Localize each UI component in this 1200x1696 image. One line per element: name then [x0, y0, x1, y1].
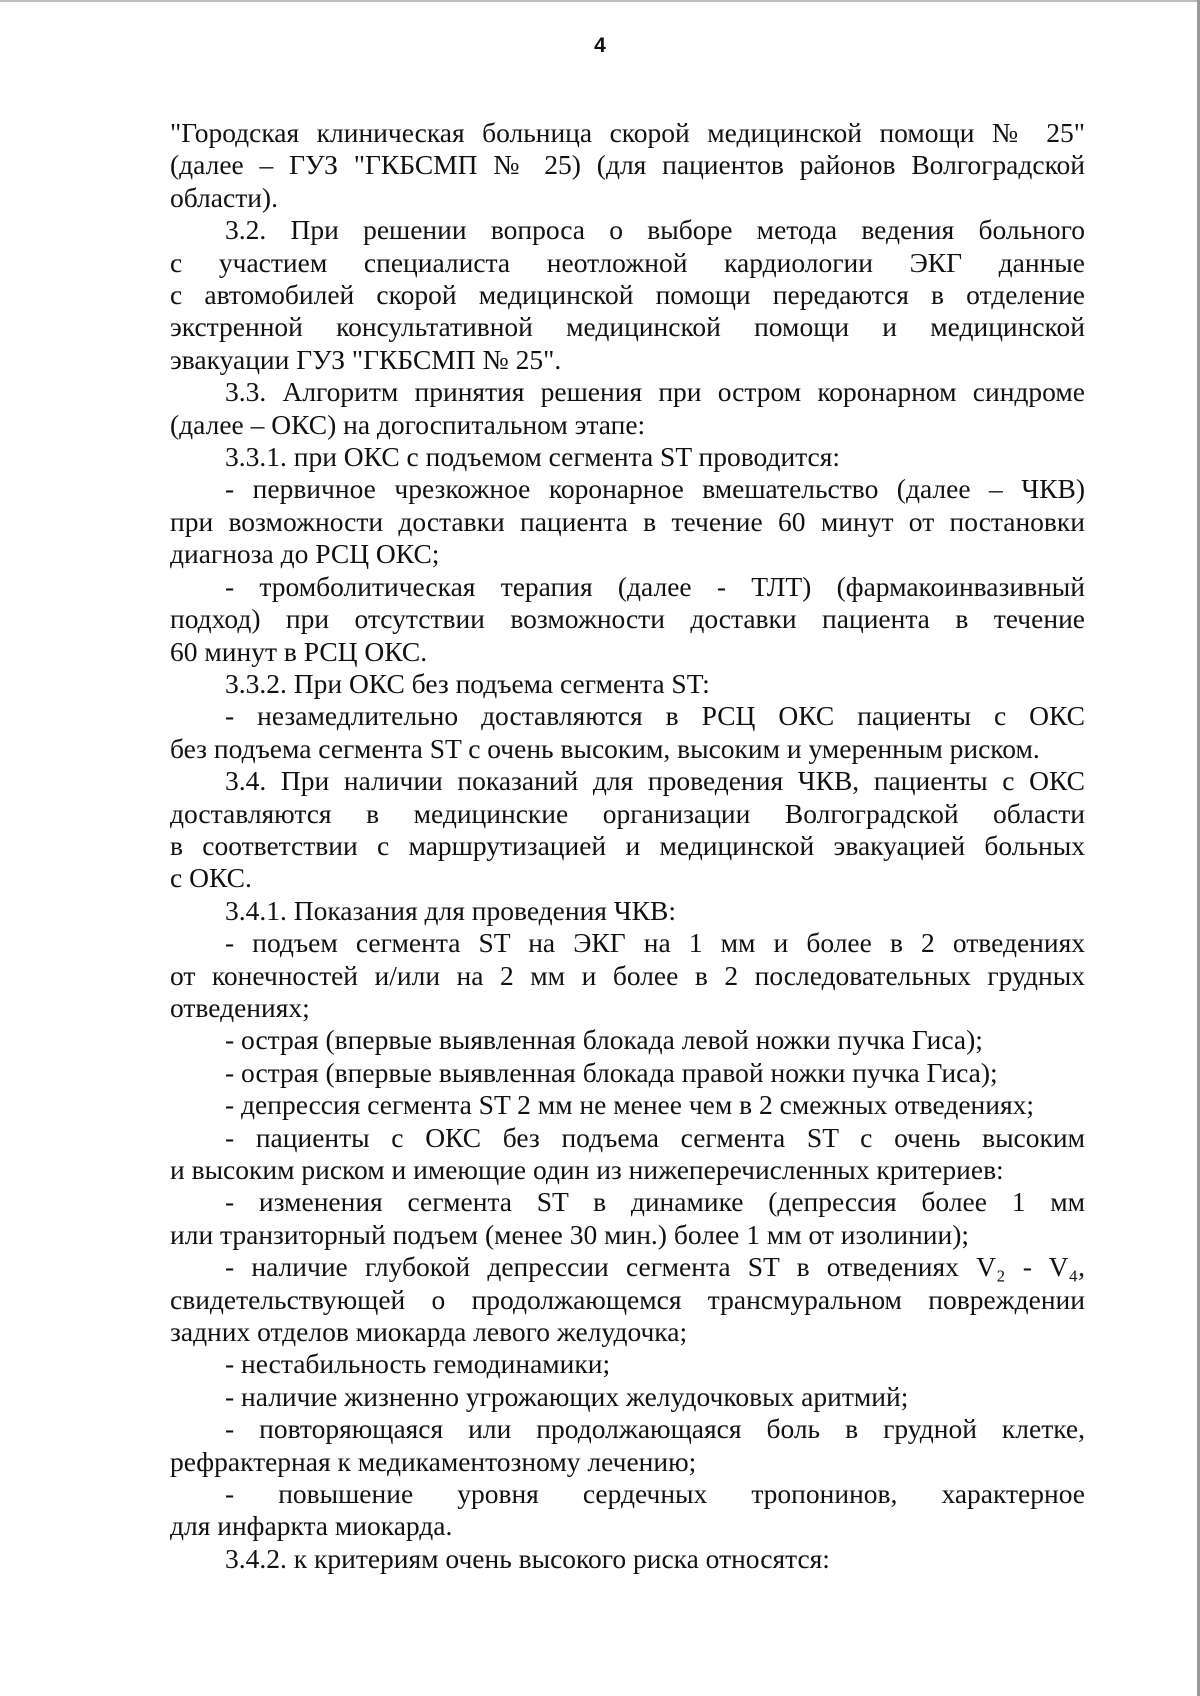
text-line: 60 минут в РСЦ ОКС. [170, 635, 428, 667]
text-line: для инфаркта миокарда. [170, 1510, 453, 1542]
paragraph [170, 376, 1085, 441]
text-line: свидетельствующей о продолжающемся трансмуральном повреждении [170, 1283, 1085, 1315]
text-line: доставляются в медицинские организации Волгоградской области [170, 797, 1085, 829]
page-number: 4 [594, 34, 606, 57]
text-line: - подъем сегмента ST на ЭКГ на 1 мм и более в 2 отведениях [225, 927, 1085, 959]
paragraph [170, 1543, 1085, 1575]
text-line: диагноза до РСЦ ОКС; [170, 538, 440, 570]
text-line: - повышение уровня сердечных тропонинов, характерное [225, 1478, 1085, 1510]
document-body [170, 117, 1085, 1575]
text-line: "Городская клиническая больница скорой медицинской помощи № 25" [170, 117, 1085, 148]
text-line: без подъема сегмента ST с очень высоким, высоким и умеренным риском. [170, 732, 1040, 764]
text-line: с автомобилей скорой медицинской помощи передаются в отделение [170, 279, 1085, 311]
text-line: рефрактерная к медикаментозному лечению; [170, 1445, 697, 1477]
text-line: экстренной консультативной медицинской помощи и медицинской [170, 311, 1085, 343]
text-line: от конечностей и/или на 2 мм и более в 2 последовательных грудных [170, 959, 1085, 991]
text-line: 3.3.1. при ОКС с подъемом сегмента ST проводится: [225, 441, 841, 473]
text-line: отведениях; [170, 991, 310, 1023]
text-line: - депрессия сегмента ST 2 мм не менее чем в 2 смежных отведениях; [225, 1089, 1035, 1121]
text-line: - пациенты с ОКС без подъема сегмента ST с очень высоким [225, 1121, 1085, 1153]
text-line: - изменения сегмента ST в динамике (депрессия более 1 мм [225, 1186, 1085, 1218]
paragraph [170, 571, 1085, 668]
text-line: - острая (впервые выявленная блокада правой ножки пучка Гиса); [225, 1056, 998, 1088]
text-line: - нестабильность гемодинамики; [225, 1348, 611, 1380]
paragraph [170, 473, 1085, 570]
text-line: с ОКС. [170, 862, 252, 894]
text-line: - повторяющаяся или продолжающаяся боль в грудной клетке, [225, 1413, 1085, 1445]
paragraph [170, 1186, 1085, 1251]
paragraph [170, 1057, 1085, 1089]
paragraph [170, 1122, 1085, 1187]
text-line: с участием специалиста неотложной кардиологии ЭКГ данные [170, 246, 1085, 278]
paragraph [170, 765, 1085, 895]
paragraph [170, 117, 1085, 214]
paragraph [170, 1024, 1085, 1056]
paragraph [170, 441, 1085, 473]
text-line: (далее – ГУЗ "ГКБСМП № 25) (для пациентов районов Волгоградской [170, 149, 1085, 181]
text-line: - первичное чрезкожное коронарное вмешательство (далее – ЧКВ) [225, 473, 1085, 505]
text-line: при возможности доставки пациента в течение 60 минут от постановки [170, 505, 1085, 537]
text-line: - наличие глубокой депрессии сегмента ST в отведениях V₂ - V₄, [225, 1251, 1085, 1283]
paragraph [170, 1381, 1085, 1413]
page-edge-top [0, 0, 1200, 2]
text-line: (далее – ОКС) на догоспитальном этапе: [170, 408, 646, 440]
paragraph [170, 895, 1085, 927]
paragraph [170, 1478, 1085, 1543]
text-line: 3.4.2. к критериям очень высокого риска относятся: [225, 1542, 830, 1574]
text-line: подход) при отсутствии возможности доставки пациента в течение [170, 603, 1085, 635]
text-line: области). [170, 181, 278, 213]
text-line: в соответствии с маршрутизацией и медицинской эвакуацией больных [170, 829, 1085, 861]
text-line: или транзиторный подъем (менее 30 мин.) более 1 мм от изолинии); [170, 1218, 970, 1250]
text-line: 3.3.2. При ОКС без подъема сегмента ST: [225, 667, 710, 699]
paragraph [170, 1413, 1085, 1478]
text-line: - наличие жизненно угрожающих желудочковых аритмий; [225, 1380, 909, 1412]
text-line: задних отделов миокарда левого желудочка; [170, 1316, 688, 1348]
text-line: 3.4.1. Показания для проведения ЧКВ: [225, 894, 677, 926]
text-line: - незамедлительно доставляются в РСЦ ОКС пациенты с ОКС [225, 700, 1085, 732]
text-line: 3.3. Алгоритм принятия решения при остром коронарном синдроме [225, 376, 1085, 408]
text-line: 3.4. При наличии показаний для проведения ЧКВ, пациенты с ОКС [225, 765, 1085, 797]
paragraph [170, 1251, 1085, 1348]
text-line: эвакуации ГУЗ "ГКБСМП № 25". [170, 343, 562, 375]
text-line: - тромболитическая терапия (далее - ТЛТ) (фармакоинвазивный [225, 570, 1085, 602]
text-line: и высоким риском и имеющие один из нижеперечисленных критериев: [170, 1154, 1004, 1185]
paragraph [170, 927, 1085, 1024]
paragraph [170, 1089, 1085, 1121]
paragraph [170, 214, 1085, 376]
paragraph [170, 1348, 1085, 1380]
text-line: - острая (впервые выявленная блокада левой ножки пучка Гиса); [225, 1024, 983, 1056]
paragraph [170, 668, 1085, 700]
text-line: 3.2. При решении вопроса о выборе метода ведения больного [225, 214, 1085, 246]
paragraph [170, 700, 1085, 765]
